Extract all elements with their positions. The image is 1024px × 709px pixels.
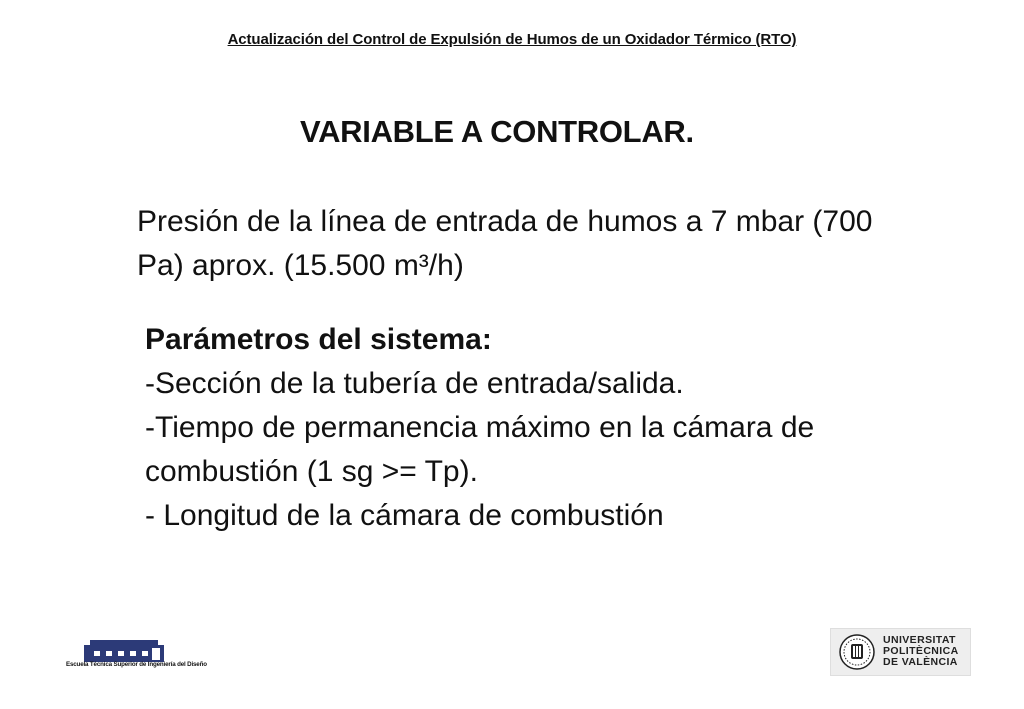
- etsid-building-logo-icon: [84, 640, 164, 662]
- params-heading: Parámetros del sistema:: [145, 323, 492, 356]
- upv-line-2: POLITÈCNICA: [883, 645, 959, 657]
- params-item-section: -Sección de la tubería de entrada/salida.: [145, 367, 684, 400]
- header-title: Actualización del Control de Expulsión de Humos de un Oxidador Térmico (RTO): [227, 31, 797, 48]
- etsid-logo-block: [66, 640, 207, 672]
- system-parameters: [145, 318, 905, 538]
- params-item-residence-time: -Tiempo de permanencia máximo en la cámara de combustión (1 sg >= Tp).: [145, 411, 815, 488]
- upv-logo-block: [830, 628, 971, 676]
- upv-wordmark: [883, 635, 959, 668]
- main-text: Presión de la línea de entrada de humos a 7 mbar (700 Pa) aprox. (15.500 m³/h): [137, 205, 873, 282]
- upv-line-1: UNIVERSITAT: [883, 634, 956, 646]
- upv-line-3: DE VALÈNCIA: [883, 656, 958, 668]
- section-title: VARIABLE A CONTROLAR.: [300, 114, 694, 149]
- upv-seal-icon: [839, 634, 875, 670]
- etsid-caption: Escuela Técnica Superior de Ingeniería del Diseño: [66, 661, 207, 668]
- params-item-length: - Longitud de la cámara de combustión: [145, 499, 664, 532]
